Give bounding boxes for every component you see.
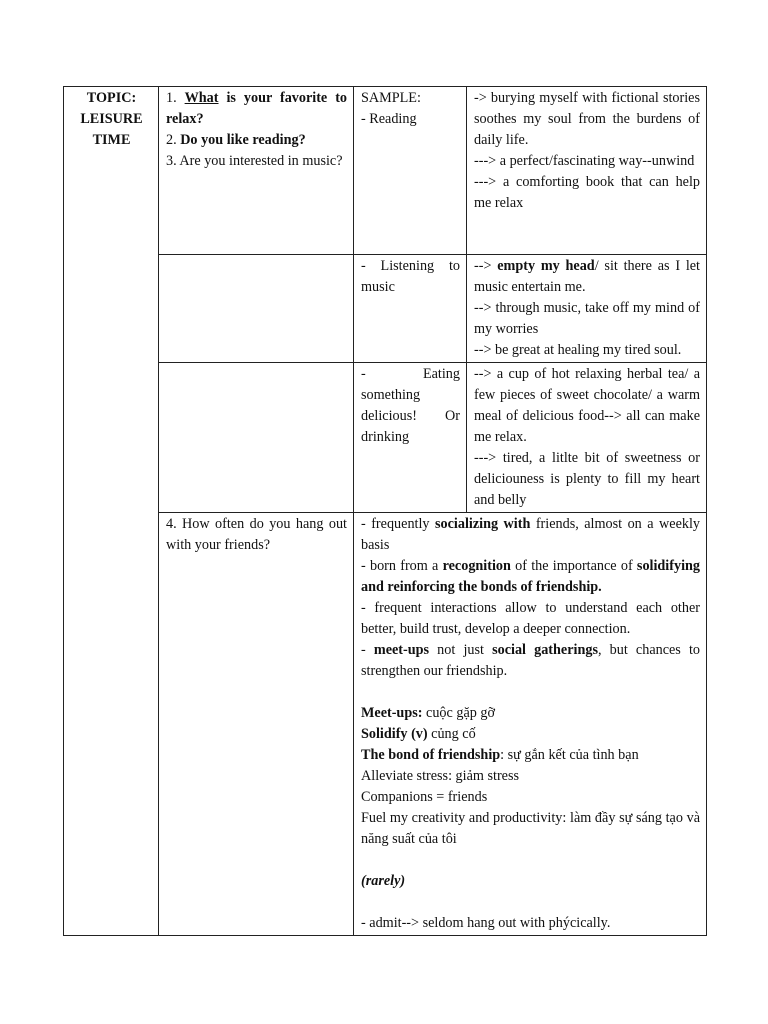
reading-note-2: ---> a perfect/fascinating way--unwind [474, 153, 695, 169]
sample-eating-cell [354, 363, 467, 513]
listening-note-3: --> be great at healing my tired soul. [474, 342, 682, 358]
sample-reading-cell [354, 87, 467, 255]
question-3: 3. Are you interested in music? [166, 153, 343, 169]
vocab-alleviate: Alleviate stress: giảm stress [361, 768, 520, 784]
vocab-fuel: Fuel my creativity and productivity: làm đầy sự sáng tạo và năng suất của tôi [361, 810, 700, 847]
eating-notes-cell [467, 363, 707, 513]
vocab-bond: The bond of friendship: sự gắn kết của tình bạn [361, 747, 639, 763]
answer-line-4: - meet-ups not just social gatherings, but chances to strengthen our friendship. [361, 642, 700, 679]
reading-notes-cell [467, 87, 707, 255]
spacer [361, 892, 700, 913]
leisure-time-table [63, 86, 707, 936]
listening-note-1: --> empty my head/ sit there as I let music entertain me. [474, 258, 700, 295]
row-reading [64, 87, 707, 255]
question-4: 4. How often do you hang out with your friends? [166, 516, 347, 553]
reading-note-3: ---> a comforting book that can help me relax [474, 174, 700, 211]
questions-cell [159, 87, 354, 255]
vocab-meet-ups: Meet-ups: cuộc gặp gỡ [361, 705, 495, 721]
sample-reading: - Reading [361, 111, 417, 127]
empty-question-cell-2 [159, 363, 354, 513]
row-listening [64, 255, 707, 363]
answer-line-3: - frequent interactions allow to understand each other better, build trust, develop a deeper connection. [361, 600, 700, 637]
eating-note-1: --> a cup of hot relaxing herbal tea/ a few pieces of sweet chocolate/ a warm meal of delicious food--> all can make me relax. [474, 366, 700, 445]
listening-note-2: --> through music, take off my mind of my worries [474, 300, 700, 337]
sample-listening: - Listening to music [361, 258, 460, 295]
topic-line-1: TOPIC: [86, 90, 137, 106]
sample-eating: - Eating something delicious! Or drinking [361, 366, 460, 445]
question-2: 2. Do you like reading? [166, 132, 306, 148]
spacer [361, 682, 700, 703]
spacer [361, 850, 700, 871]
topic-cell [64, 87, 159, 936]
answer-line-1: - frequently socializing with friends, almost on a weekly basis [361, 516, 700, 553]
empty-question-cell-1 [159, 255, 354, 363]
answer-4-cell [354, 513, 707, 936]
topic-line-3: TIME [92, 132, 131, 148]
sample-label: SAMPLE: [361, 90, 421, 106]
row-hangout [64, 513, 707, 936]
eating-note-2: ---> tired, a litlte bit of sweetness or deliciouness is plenty to fill my heart and belly [474, 450, 700, 508]
question-1: 1. What is your favorite to relax? [166, 90, 348, 127]
rarely-heading: (rarely) [361, 873, 406, 889]
topic-line-2: LEISURE [80, 111, 143, 127]
listening-notes-cell [467, 255, 707, 363]
vocab-solidify: Solidify (v) củng cố [361, 726, 476, 742]
row-eating [64, 363, 707, 513]
sample-listening-cell [354, 255, 467, 363]
vocab-companions: Companions = friends [361, 789, 488, 805]
reading-note-1: -> burying myself with fictional stories soothes my soul from the burdens of daily life. [474, 90, 700, 148]
admit-line: - admit--> seldom hang out with phýcically. [361, 915, 611, 931]
answer-line-2: - born from a recognition of the importance of solidifying and reinforcing the bonds of friendship. [361, 558, 700, 595]
question-4-cell [159, 513, 354, 936]
